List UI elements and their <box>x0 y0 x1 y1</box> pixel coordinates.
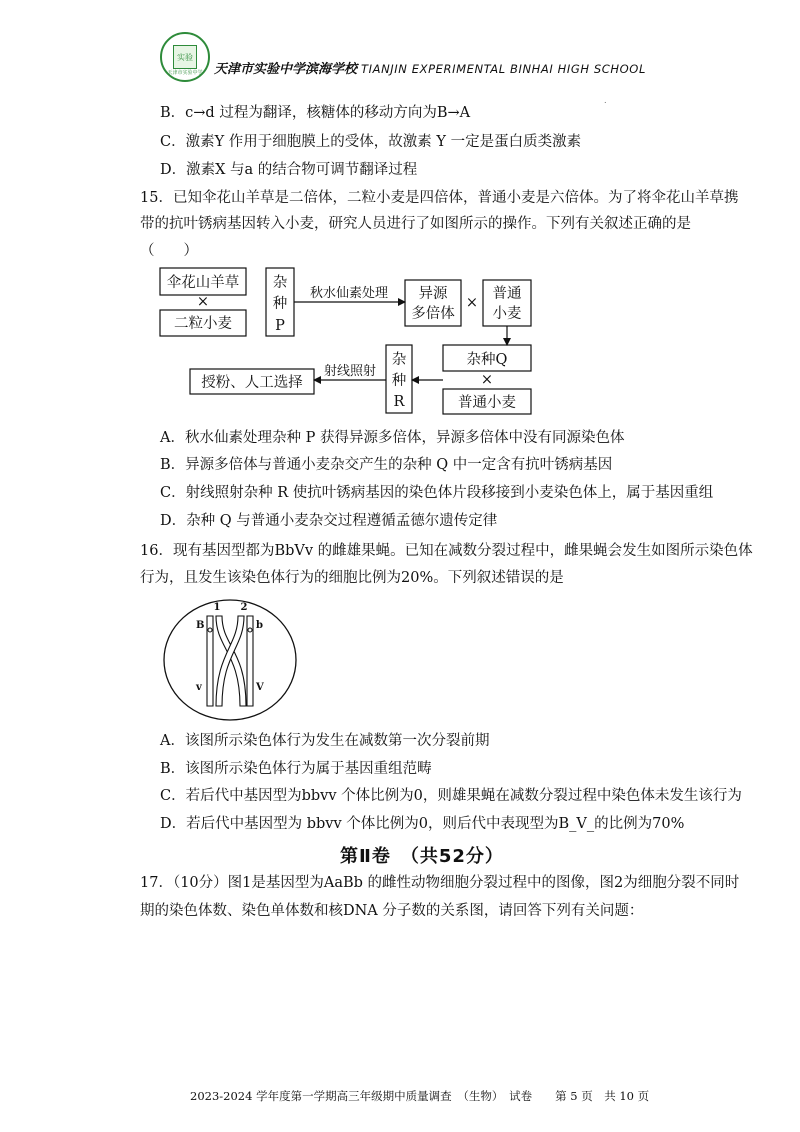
label-chrom-1: 1 <box>213 602 221 613</box>
label-allele-b: b <box>256 620 263 631</box>
label-chrom-2: 2 <box>240 602 248 613</box>
q14-option-b: B．c→d 过程为翻译，核糖体的移动方向为B→A <box>160 105 471 121</box>
q14-option-d: D．激素X 与a 的结合物可调节翻译过程 <box>160 162 418 178</box>
label-allele-B: B <box>196 620 205 631</box>
q16-option-a: A．该图所示染色体行为发生在减数第一次分裂前期 <box>160 733 490 749</box>
label-irradiate: 射线照射 <box>323 364 377 379</box>
q16-option-d: D．若后代中基因型为 bbvv 个体比例为0，则后代中表现型为B_V_的比例为70% <box>160 816 685 832</box>
q15-option-d: D．杂种 Q 与普通小麦杂交过程遵循孟德尔遗传定律 <box>160 513 498 529</box>
q17-line1: 17．（10分）图1是基因型为AaBb 的雌性动物细胞分裂过程中的图像，图2为细胞分裂不同时 <box>140 875 740 891</box>
label-hybrid-p-1: 杂 <box>272 275 288 291</box>
logo-emblem: 实验 <box>173 45 197 69</box>
q16-stem-line1: 16．现有基因型都为BbVv 的雌雄果蝇。已知在减数分裂过程中，雌果蝇会发生如图所示染色体 <box>140 543 753 559</box>
q16-stem-line2: 行为，且发生该染色体行为的细胞比例为20%。下列叙述错误的是 <box>140 570 564 586</box>
label-alloploid-1: 异源 <box>418 286 448 302</box>
label-alloploid-2: 多倍体 <box>411 306 455 322</box>
q15-stem-line1: 15．已知伞花山羊草是二倍体，二粒小麦是四倍体，普通小麦是六倍体。为了将伞花山羊草携 <box>140 190 739 206</box>
label-hybrid-r-2: 种 <box>391 373 407 389</box>
school-name-cn: 天津市实验中学滨海学校 <box>214 62 358 77</box>
cross-symbol-2: × <box>465 295 479 311</box>
q14-option-c: C．激素Y 作用于细胞膜上的受体，故激素 Y 一定是蛋白质类激素 <box>160 134 582 150</box>
label-hybrid-q: 杂种Q <box>466 352 508 368</box>
label-hybrid-r-3: R <box>393 394 405 410</box>
school-name-en: TIANJIN EXPERIMENTAL BINHAI HIGH SCHOOL <box>361 62 646 76</box>
label-allele-V: V <box>256 682 264 693</box>
q16-option-c: C．若后代中基因型为bbvv 个体比例为0，则雄果蝇在减数分裂过程中染色体未发生该行为 <box>160 788 742 804</box>
label-hybrid-p-2: 种 <box>272 296 288 312</box>
q15-option-a: A．秋水仙素处理杂种 P 获得异源多倍体，异源多倍体中没有同源染色体 <box>160 430 625 446</box>
label-hybrid-p-3: P <box>275 318 285 334</box>
q16-chromosome-figure <box>160 598 300 723</box>
cross-symbol-1: × <box>196 294 210 310</box>
q15-flow-diagram <box>0 0 800 430</box>
page-footer: 2023-2024 学年度第一学期高三年级期中质量调查 （生物） 试卷 第 5 页 共 10 页 <box>190 1089 650 1103</box>
section-title: 第Ⅱ卷 （共52分） <box>340 846 504 867</box>
label-common2: 普通小麦 <box>458 395 516 411</box>
q17-line2: 期的染色体数、染色单体数和核DNA 分子数的关系图，请回答下列有关问题： <box>140 903 644 919</box>
label-common1-2: 小麦 <box>492 306 522 322</box>
speck: . <box>604 96 607 105</box>
label-parent1: 伞花山羊草 <box>166 275 240 291</box>
label-final: 授粉、人工选择 <box>201 375 303 391</box>
cross-symbol-3: × <box>480 372 494 388</box>
label-colchicine: 秋水仙素处理 <box>309 286 389 301</box>
q15-option-b: B．异源多倍体与普通小麦杂交产生的杂种 Q 中一定含有抗叶锈病基因 <box>160 457 613 473</box>
q15-stem-line3: （ ） <box>140 243 198 259</box>
label-hybrid-r-1: 杂 <box>391 352 407 368</box>
label-parent2: 二粒小麦 <box>174 316 232 332</box>
q15-option-c: C．射线照射杂种 R 使抗叶锈病基因的染色体片段移接到小麦染色体上，属于基因重组 <box>160 485 714 501</box>
q16-option-b: B．该图所示染色体行为属于基因重组范畴 <box>160 761 432 777</box>
centromere-1 <box>208 628 212 632</box>
logo-ring-text: 天津市实验中学 <box>167 70 203 76</box>
label-allele-v: v <box>196 682 202 693</box>
centromere-2 <box>248 628 252 632</box>
q15-stem-line2: 带的抗叶锈病基因转入小麦，研究人员进行了如图所示的操作。下列有关叙述正确的是 <box>140 216 691 232</box>
label-common1-1: 普通 <box>492 286 522 302</box>
